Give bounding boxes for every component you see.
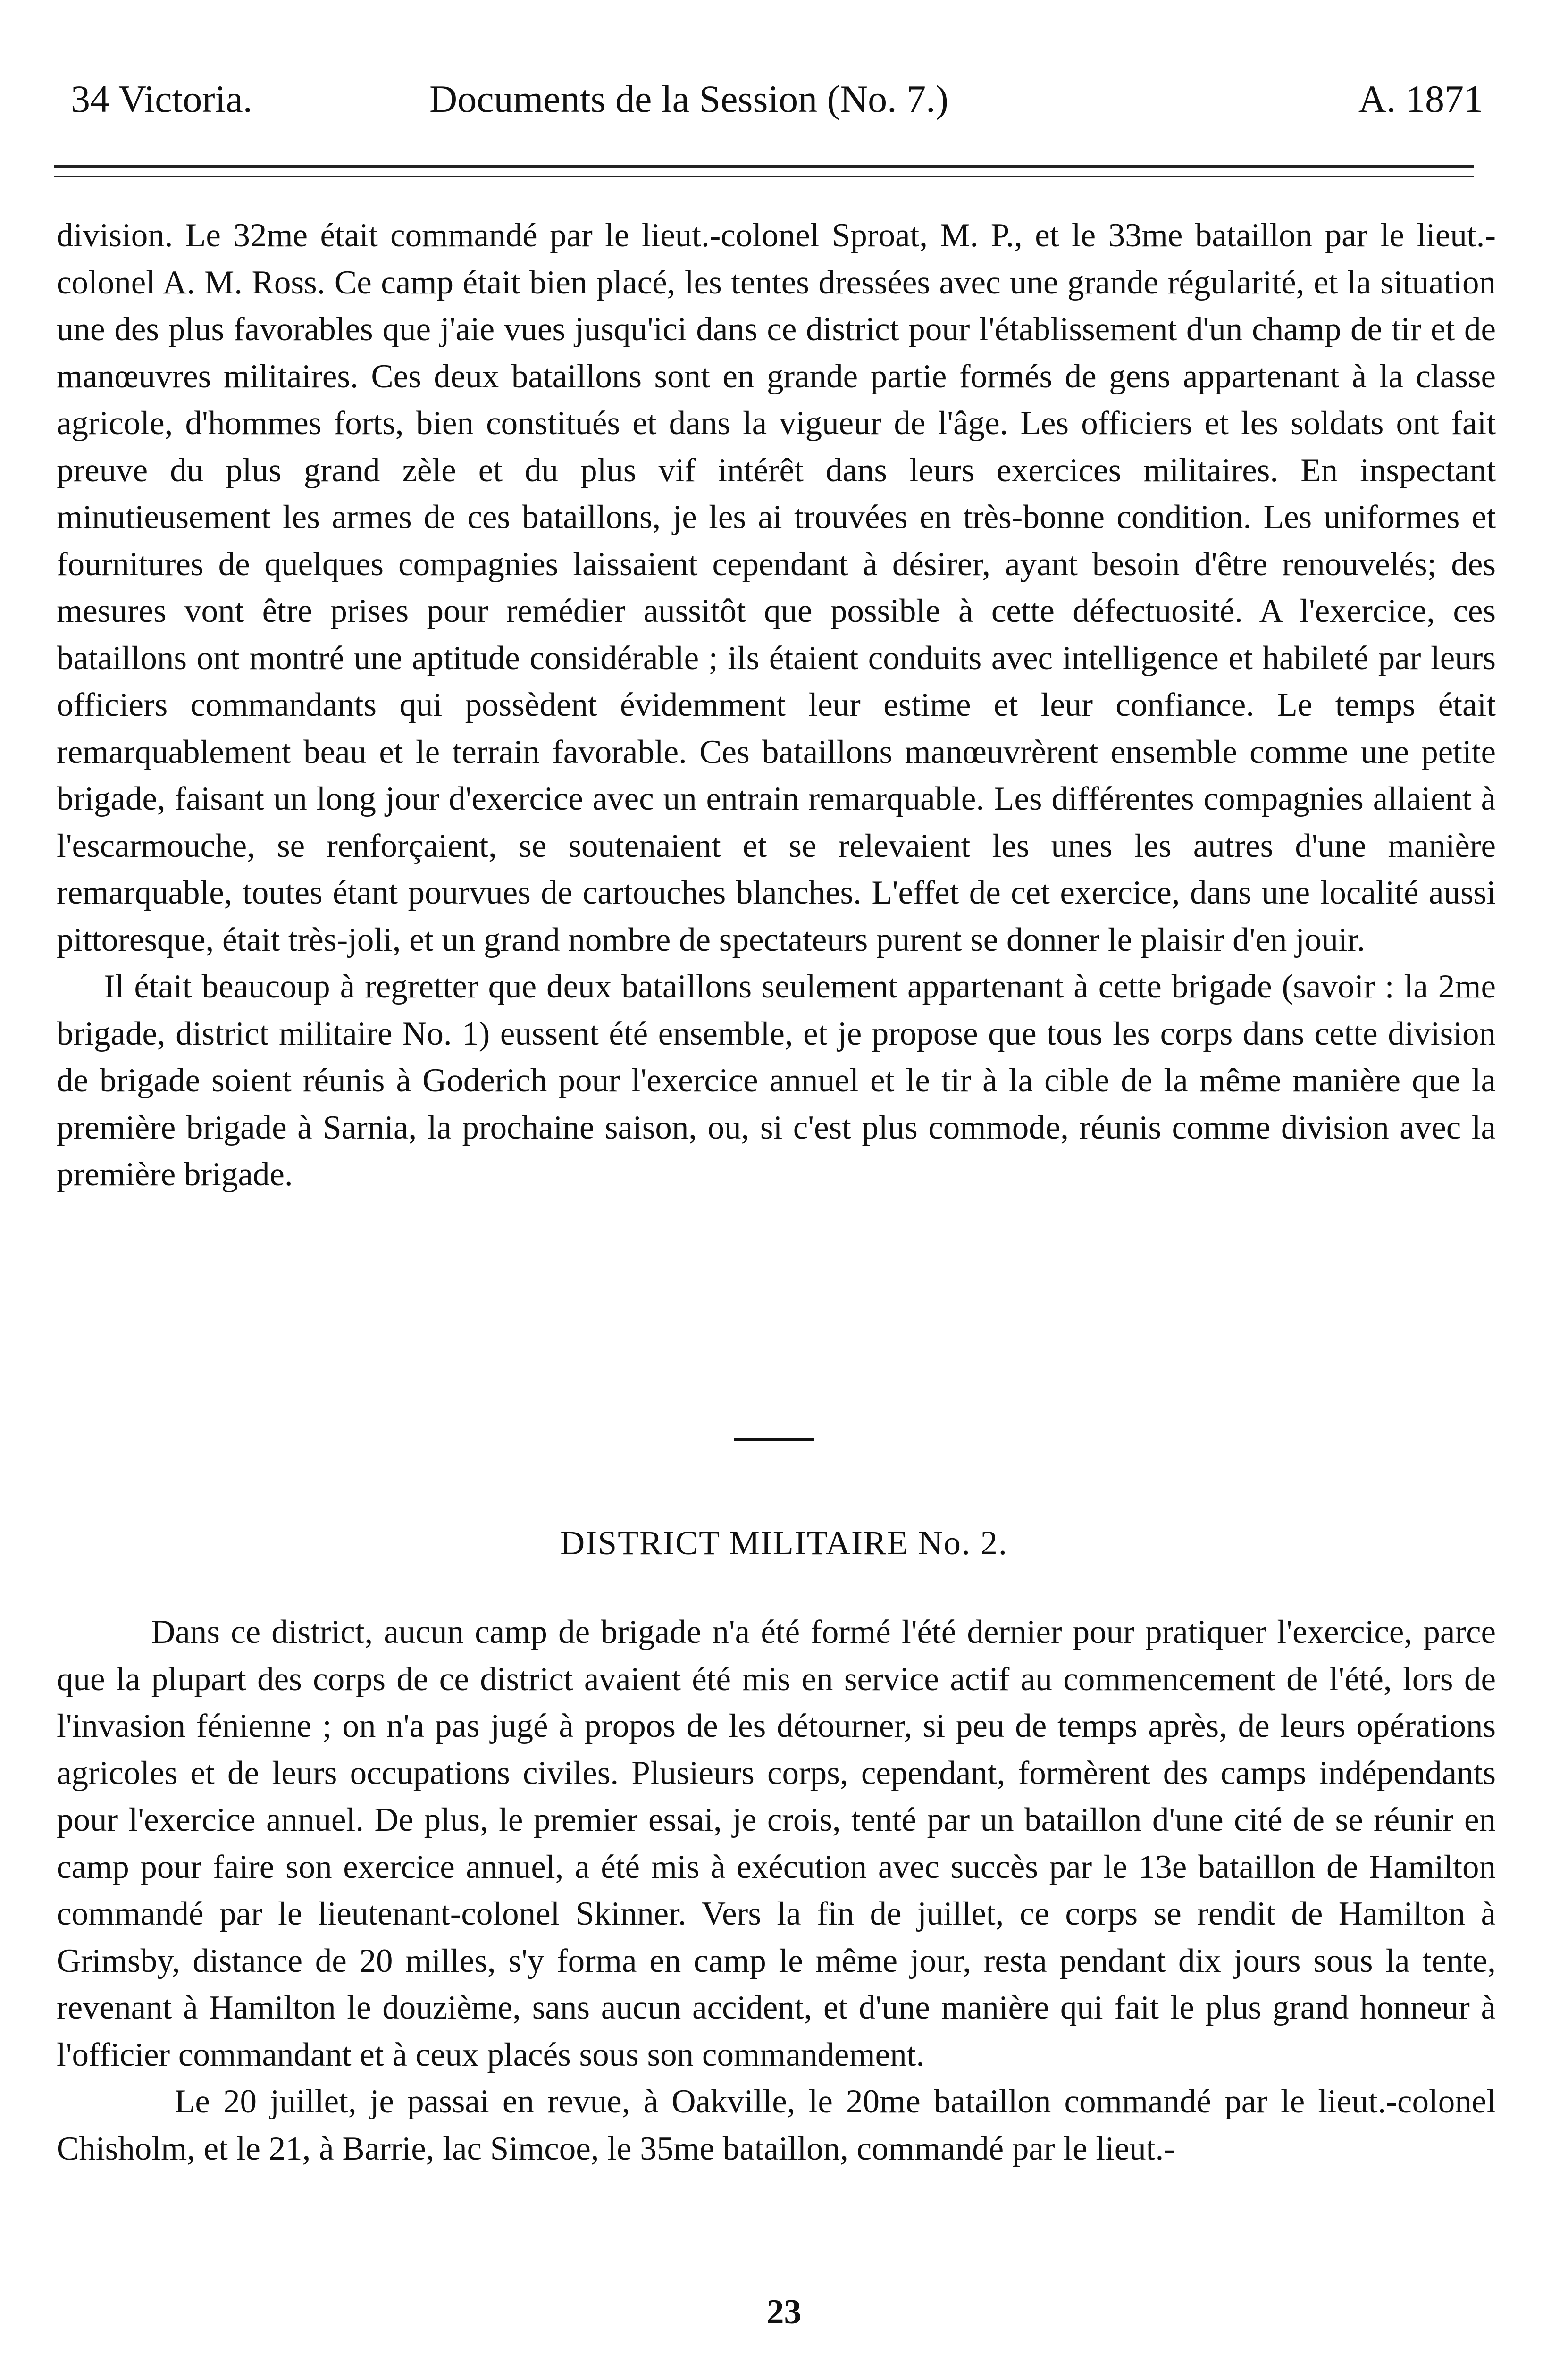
header-rule-thick [54,165,1474,168]
header-rule-thin [54,176,1474,177]
paragraph: Le 20 juillet, je passai en revue, à Oakville, le 20me bataillon commandé par le lieut.-colonel Chisholm, et le 21, à Barrie, lac Simcoe, le 35me bataillon, commandé par le lieut.- [57,2083,1496,2167]
header-year: A. 1871 [1358,77,1483,120]
header-volume: 34 Victoria. [71,77,253,120]
page-number: 23 [766,2293,802,2331]
section-divider [734,1438,814,1441]
section-heading: DISTRICT MILITAIRE No. 2. [560,1524,1008,1562]
body-text-bottom [57,1609,1496,2172]
paragraph: Dans ce district, aucun camp de brigade n'a été formé l'été dernier pour pratiquer l'exercice, parce que la plupart des corps de ce district avaient été mis en service actif au commencement de l'été, lors de l'invasion fénienne ; on n'a pas jugé à propos de les détourner, si peu de temps après, de leurs opérations agricoles et de leurs occupations civiles. Plusieurs corps, cependant, formèrent des camps indépendants pour l'exercice annuel. De plus, le premier essai, je crois, tenté par un bataillon d'une cité de se réunir en camp pour faire son exercice annuel, a été mis à exécution avec succès par le 13e bataillon de Hamilton commandé par le lieutenant-colonel Skinner. Vers la fin de juillet, ce corps se rendit de Hamilton à Grimsby, distance de 20 milles, s'y forma en camp le même jour, resta pendant dix jours sous la tente, revenant à Hamilton le douzième, sans aucun accident, et d'une manière qui fait le plus grand honneur à l'officier commandant et à ceux placés sous son commandement. [57,1614,1496,2073]
header-title: Documents de la Session (No. 7.) [429,77,948,120]
paragraph: division. Le 32me était commandé par le lieut.-colonel Sproat, M. P., et le 33me bataillon par le lieut.-colonel A. M. Ross. Ce camp était bien placé, les tentes dressées avec une grande régularité, et la situation une des plus favorables que j'aie vues jusqu'ici dans ce district pour l'établissement d'un champ de tir et de manœuvres militaires. Ces deux bataillons sont en grande partie formés de gens appartenant à la classe agricole, d'hommes forts, bien constitués et dans la vigueur de l'âge. Les officiers et les soldats ont fait preuve du plus grand zèle et du plus vif intérêt dans leurs exercices militaires. En inspectant minutieusement les armes de ces bataillons, je les ai trouvées en très-bonne condition. Les uniformes et fournitures de quelques compagnies laissaient cependant à désirer, ayant besoin d'être renouvelés; des mesures vont être prises pour remédier aussitôt que possible à cette défectuosité. A l'exercice, ces bataillons ont montré une aptitude considérable ; ils étaient conduits avec intelligence et habileté par leurs officiers commandants qui possèdent évidemment leur estime et leur confiance. Le temps était remarquablement beau et le terrain favorable. Ces bataillons manœuvrèrent ensemble comme une petite brigade, faisant un long jour d'exercice avec un entrain remarquable. Les différentes compagnies allaient à l'escarmouche, se renforçaient, se soutenaient et se relevaient les unes les autres d'une manière remarquable, toutes étant pourvues de cartouches blanches. L'effet de cet exercice, dans une localité aussi pittoresque, était très-joli, et un grand nombre de spectateurs purent se donner le plaisir d'en jouir. [57,217,1496,958]
paragraph: Il était beaucoup à regretter que deux bataillons seulement appartenant à cette brigade (savoir : la 2me brigade, district militaire No. 1) eussent été ensemble, et je propose que tous les corps dans cette division de brigade soient réunis à Goderich pour l'exercice annuel et le tir à la cible de la même manière que la première brigade à Sarnia, la prochaine saison, ou, si c'est plus commode, réunis comme division avec la première brigade. [57,968,1496,1193]
running-header [71,71,1483,142]
body-text-top [57,212,1496,1198]
